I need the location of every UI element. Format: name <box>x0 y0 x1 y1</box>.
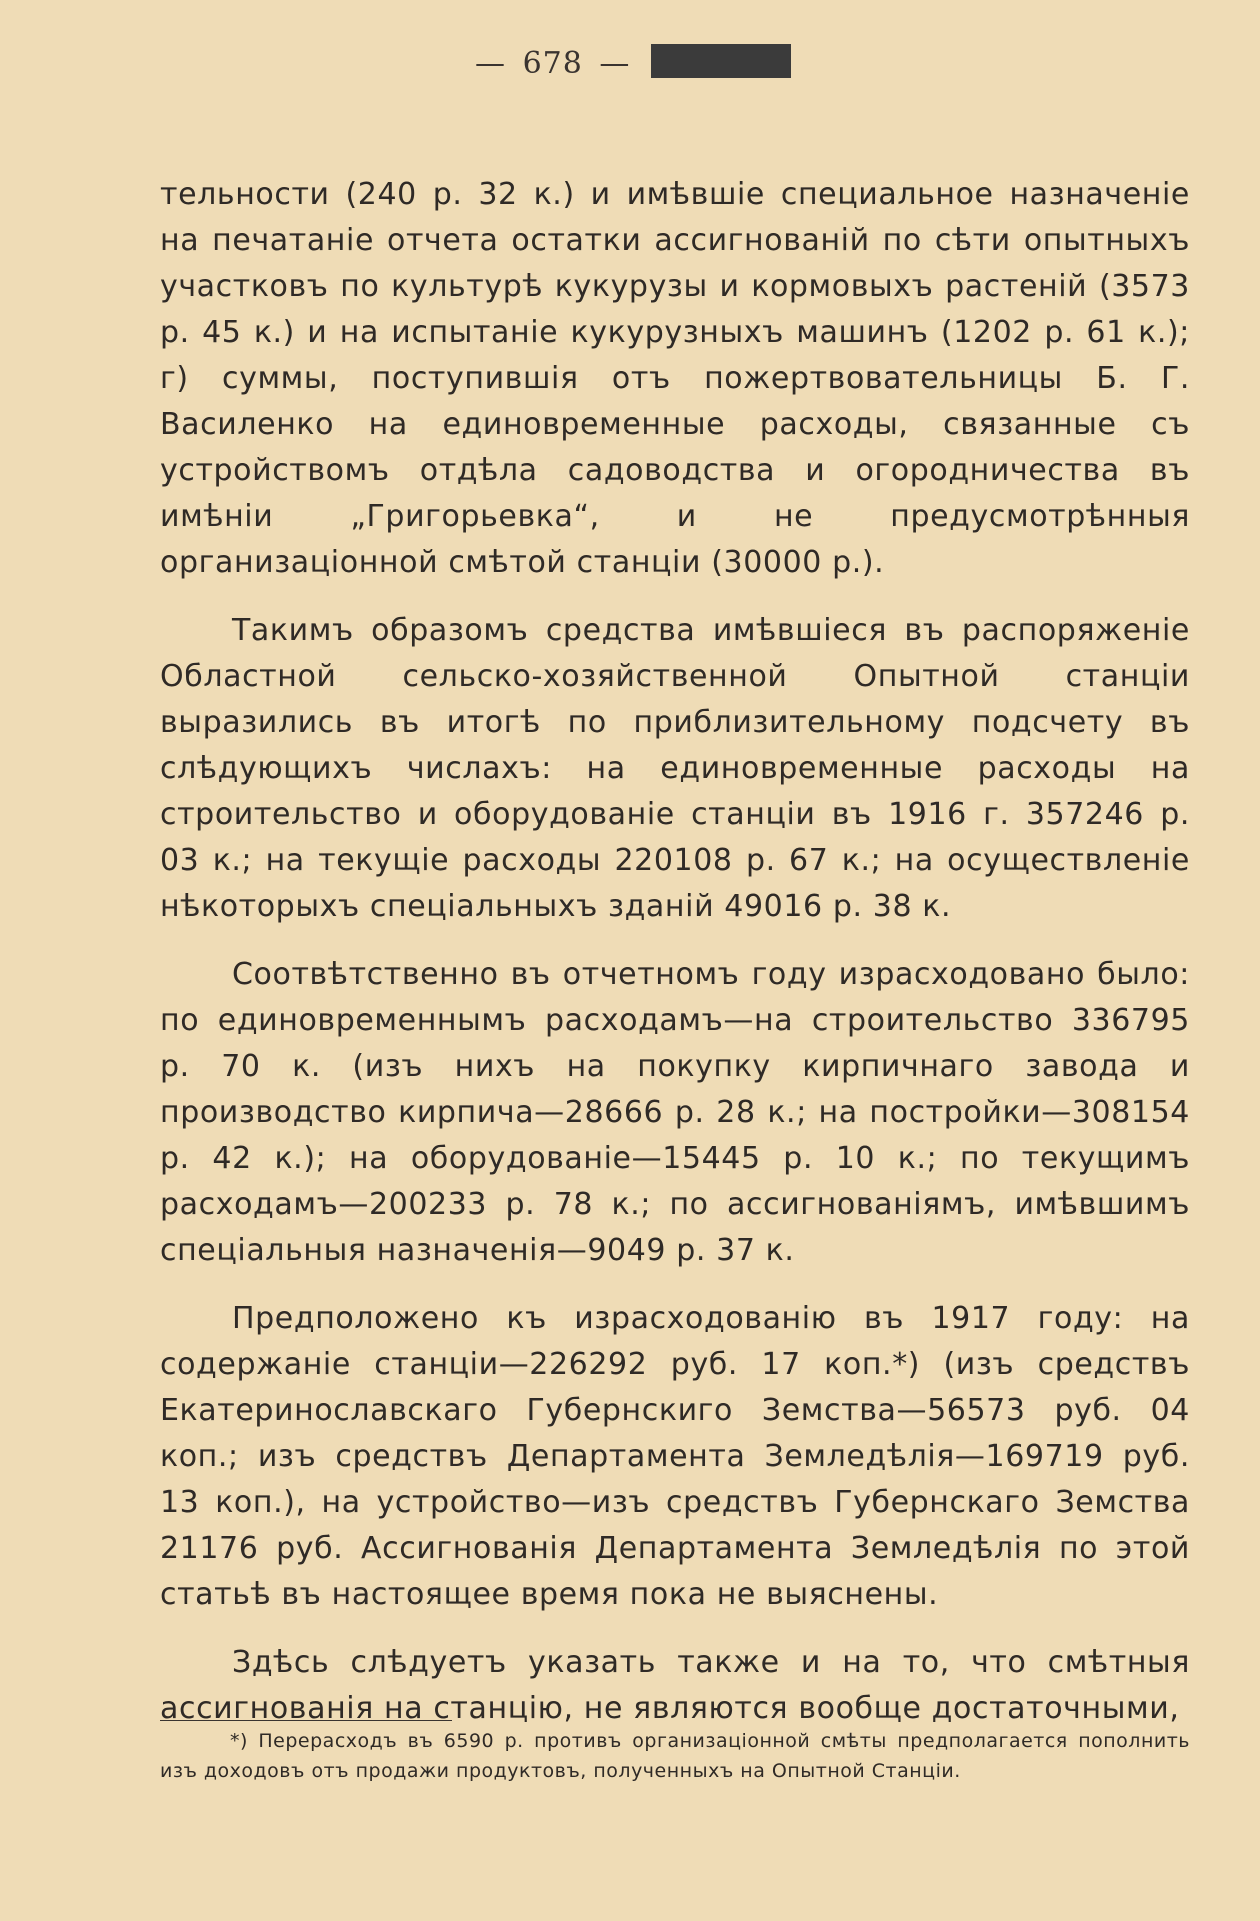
paragraph-expenditure: Соотвѣтственно въ отчетномъ году израсходовано было: по единовременнымъ расходамъ—на строительство 336795 р. 70 к. (изъ нихъ на покупку кирпичнаго завода и производство кирпича—28666 р. 28 к.; на постройки—308154 р. 42 к.); на оборудованiе—15445 р. 10 к.; по текущимъ расходамъ—200233 р. 78 к.; по ассигнованiямъ, имѣвшимъ спецiальныя назначенiя—9049 р. 37 к. <box>160 957 1190 1268</box>
page-header <box>0 44 1260 81</box>
paragraph-funds-total: Такимъ образомъ средства имѣвшiеся въ распоряженiе Областной сельско-хозяйственной Опытной станцiи выразились въ итогѣ по приблизительному подсчету въ слѣдующихъ числахъ: на единовременные расходы на строительство и оборудованiе станцiи въ 1916 г. 357246 р. 03 к.; на текущiе расходы 220108 р. 67 к.; на осуществленiе нѣкоторыхъ спецiальныхъ зданiй 49016 р. 38 к. <box>160 613 1190 924</box>
footnote-divider <box>160 1720 452 1721</box>
paragraph-insufficiency: Здѣсь слѣдуетъ указать также и на то, что смѣтныя ассигнованiя на станцiю, не являются вообще достаточными, <box>160 1645 1190 1726</box>
paragraph-1917-plan: Предположено къ израсходованiю въ 1917 году: на содержанiе станцiи—226292 руб. 17 коп.*) (изъ средствъ Екатеринославскаго Губернскиго Земства—56573 руб. 04 коп.; изъ средствъ Департамента Земледѣлiя—169719 руб. 13 коп.), на устройство—изъ средствъ Губернскаго Земства 21176 руб. Ассигнованiя Департамента Земледѣлiя по этой статьѣ въ настоящее время пока не выяснены. <box>160 1301 1190 1612</box>
footnote: *) Перерасходъ въ 6590 р. противъ организацiонной смѣты предполагается пополнить изъ доходовъ отъ продажи продуктовъ, полученныхъ на Опытной Станцiи. <box>160 1730 1190 1782</box>
header-dash-right: — <box>599 45 631 81</box>
header-dash-left: — <box>475 45 507 81</box>
body-text <box>160 172 1190 1732</box>
paragraph-continuation: тельности (240 р. 32 к.) и имѣвшiе специальное назначенiе на печатанiе отчета остатки ассигнованiй по сѣти опытныхъ участковъ по культурѣ кукурузы и кормовыхъ растенiй (3573 р. 45 к.) и на испытанiе кукурузныхъ машинъ (1202 р. 61 к.); г) суммы, поступившiя отъ пожертвовательницы Б. Г. Василенко на единовременные расходы, связанные съ устройствомъ отдѣла садоводства и огородничества въ имѣнiи „Григорьевка“, и не предусмотрѣнныя организацiонной смѣтой станцiи (30000 р.). <box>160 177 1190 580</box>
redacted-stamp <box>651 44 791 78</box>
page-number: 678 <box>522 45 583 81</box>
